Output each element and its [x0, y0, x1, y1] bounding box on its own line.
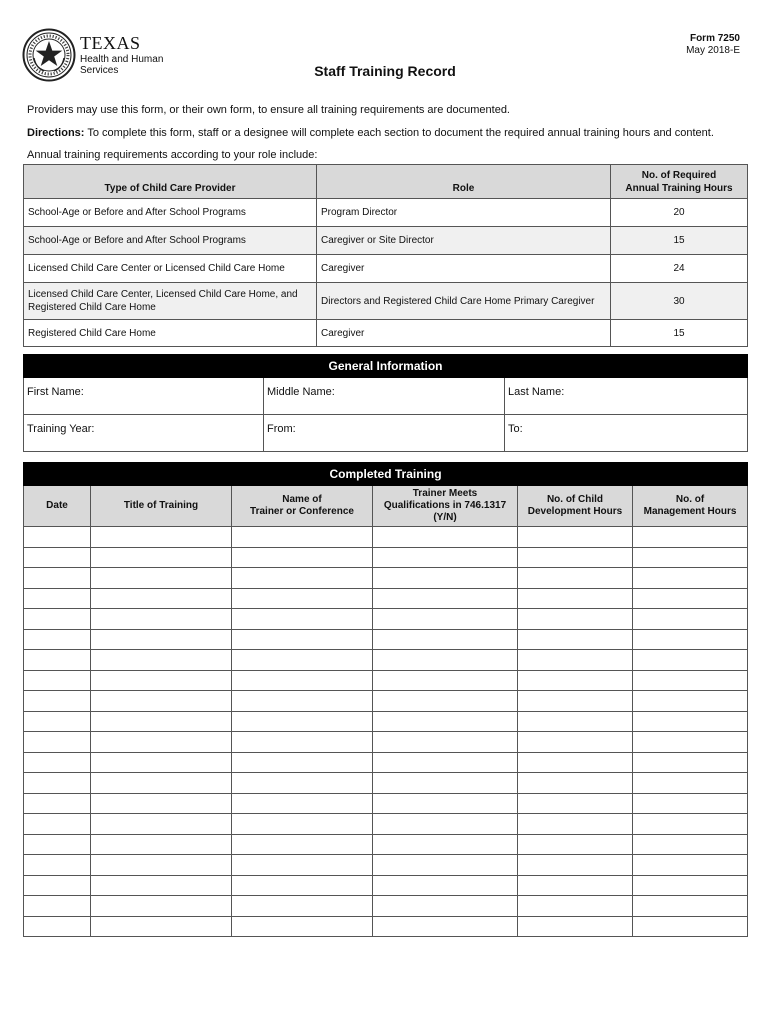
date-cell[interactable] — [24, 793, 91, 814]
child-development-hours-cell[interactable] — [518, 547, 633, 568]
date-cell[interactable] — [24, 752, 91, 773]
management-hours-cell[interactable] — [633, 752, 748, 773]
role-cell: Caregiver or Site Director — [317, 227, 611, 255]
training-entry-row — [24, 711, 748, 732]
col-qual-line3: (Y/N) — [433, 512, 457, 523]
date-cell[interactable] — [24, 691, 91, 712]
management-hours-cell[interactable] — [633, 916, 748, 937]
col-role: Role — [317, 165, 611, 199]
date-cell[interactable] — [24, 732, 91, 753]
qualifications-cell[interactable] — [373, 834, 518, 855]
management-hours-cell[interactable] — [633, 527, 748, 548]
table-row — [24, 320, 748, 347]
training-entry-row — [24, 609, 748, 630]
training-title-cell[interactable] — [91, 527, 232, 548]
qualifications-cell[interactable] — [373, 629, 518, 650]
date-cell[interactable] — [24, 773, 91, 794]
date-cell[interactable] — [24, 834, 91, 855]
training-entry-row — [24, 855, 748, 876]
qualifications-cell[interactable] — [373, 547, 518, 568]
management-hours-cell[interactable] — [633, 547, 748, 568]
child-development-hours-cell[interactable] — [518, 588, 633, 609]
training-entry-row — [24, 814, 748, 835]
date-cell[interactable] — [24, 855, 91, 876]
management-hours-cell[interactable] — [633, 793, 748, 814]
child-development-hours-cell[interactable] — [518, 527, 633, 548]
intro-line: Providers may use this form, or their own form, to ensure all training requirements are documented. — [27, 104, 510, 116]
col-child-development-hours — [518, 486, 633, 527]
logo-state: TEXAS — [80, 33, 141, 53]
trainer-cell[interactable] — [232, 875, 373, 896]
training-rows — [24, 527, 748, 937]
col-required-hours — [611, 165, 748, 199]
management-hours-cell[interactable] — [633, 855, 748, 876]
trainer-cell[interactable] — [232, 609, 373, 630]
child-development-hours-cell[interactable] — [518, 773, 633, 794]
qualifications-cell[interactable] — [373, 670, 518, 691]
trainer-cell[interactable] — [232, 711, 373, 732]
child-development-hours-cell[interactable] — [518, 916, 633, 937]
intro-text — [27, 99, 747, 167]
child-development-hours-cell[interactable] — [518, 732, 633, 753]
child-development-hours-cell[interactable] — [518, 650, 633, 671]
date-cell[interactable] — [24, 814, 91, 835]
training-title-cell[interactable] — [91, 752, 232, 773]
date-cell[interactable] — [24, 527, 91, 548]
management-hours-cell[interactable] — [633, 629, 748, 650]
trainer-cell[interactable] — [232, 547, 373, 568]
training-title-cell[interactable] — [91, 814, 232, 835]
date-cell[interactable] — [24, 650, 91, 671]
child-development-hours-cell[interactable] — [518, 568, 633, 589]
hours-cell: 15 — [611, 320, 748, 347]
trainer-cell[interactable] — [232, 588, 373, 609]
role-cell: Directors and Registered Child Care Home Primary Caregiver — [317, 283, 611, 320]
directions-line — [27, 122, 747, 145]
training-title-cell[interactable] — [91, 670, 232, 691]
table-row — [24, 283, 748, 320]
child-development-hours-cell[interactable] — [518, 711, 633, 732]
management-hours-cell[interactable] — [633, 670, 748, 691]
qualifications-cell[interactable] — [373, 588, 518, 609]
col-required-hours-line1: No. of Required — [641, 169, 717, 181]
training-title-cell[interactable] — [91, 568, 232, 589]
trainer-cell[interactable] — [232, 814, 373, 835]
qualifications-cell[interactable] — [373, 875, 518, 896]
management-hours-cell[interactable] — [633, 814, 748, 835]
role-cell: Caregiver — [317, 255, 611, 283]
training-entry-row — [24, 568, 748, 589]
trainer-cell[interactable] — [232, 896, 373, 917]
date-cell[interactable] — [24, 896, 91, 917]
management-hours-cell[interactable] — [633, 773, 748, 794]
table-row — [24, 227, 748, 255]
training-title-cell[interactable] — [91, 588, 232, 609]
trainer-cell[interactable] — [232, 650, 373, 671]
management-hours-cell[interactable] — [633, 691, 748, 712]
provider-type-cell: Registered Child Care Home — [24, 320, 317, 347]
form-number: Form 7250 — [689, 33, 740, 44]
training-title-cell[interactable] — [91, 855, 232, 876]
child-development-hours-cell[interactable] — [518, 691, 633, 712]
qualifications-cell[interactable] — [373, 711, 518, 732]
child-development-hours-cell[interactable] — [518, 793, 633, 814]
management-hours-cell[interactable] — [633, 834, 748, 855]
management-hours-cell[interactable] — [633, 732, 748, 753]
training-title-cell[interactable] — [91, 834, 232, 855]
management-hours-cell[interactable] — [633, 609, 748, 630]
table-row — [24, 199, 748, 227]
hours-cell: 30 — [611, 283, 748, 320]
management-hours-cell[interactable] — [633, 588, 748, 609]
col-required-hours-line2: Annual Training Hours — [625, 182, 733, 194]
training-title-cell[interactable] — [91, 732, 232, 753]
trainer-cell[interactable] — [232, 527, 373, 548]
training-entry-row — [24, 691, 748, 712]
role-cell: Caregiver — [317, 320, 611, 347]
completed-training-heading: Completed Training — [24, 463, 748, 486]
training-entry-row — [24, 527, 748, 548]
date-cell[interactable] — [24, 547, 91, 568]
logo-agency-line1: Health and Human — [80, 54, 164, 65]
col-mgmt-line1: No. of — [675, 494, 705, 505]
training-entry-row — [24, 793, 748, 814]
training-entry-row — [24, 547, 748, 568]
child-development-hours-cell[interactable] — [518, 752, 633, 773]
general-information-table — [23, 354, 748, 452]
qualifications-cell[interactable] — [373, 896, 518, 917]
provider-type-cell: School-Age or Before and After School Programs — [24, 199, 317, 227]
qualifications-cell[interactable] — [373, 855, 518, 876]
child-development-hours-cell[interactable] — [518, 855, 633, 876]
training-title-cell[interactable] — [91, 547, 232, 568]
general-information-heading: General Information — [24, 355, 748, 378]
col-qual-line1: Trainer Meets — [412, 488, 478, 499]
date-cell[interactable] — [24, 568, 91, 589]
training-entry-row — [24, 650, 748, 671]
training-title-cell[interactable] — [91, 793, 232, 814]
provider-type-cell: Licensed Child Care Center or Licensed Child Care Home — [24, 255, 317, 283]
child-development-hours-cell[interactable] — [518, 609, 633, 630]
col-date: Date — [24, 486, 91, 527]
management-hours-cell[interactable] — [633, 875, 748, 896]
date-cell[interactable] — [24, 629, 91, 650]
from-date-field[interactable]: From: — [264, 415, 505, 452]
date-cell[interactable] — [24, 916, 91, 937]
provider-type-cell: School-Age or Before and After School Programs — [24, 227, 317, 255]
to-date-field[interactable]: To: — [505, 415, 748, 452]
date-cell[interactable] — [24, 588, 91, 609]
management-hours-cell[interactable] — [633, 711, 748, 732]
training-entry-row — [24, 670, 748, 691]
qualifications-cell[interactable] — [373, 752, 518, 773]
qualifications-cell[interactable] — [373, 650, 518, 671]
trainer-cell[interactable] — [232, 691, 373, 712]
date-cell[interactable] — [24, 711, 91, 732]
col-cd-line2: Development Hours — [527, 506, 623, 517]
training-entry-row — [24, 752, 748, 773]
role-cell: Program Director — [317, 199, 611, 227]
training-title-cell[interactable] — [91, 711, 232, 732]
training-title-cell[interactable] — [91, 650, 232, 671]
child-development-hours-cell[interactable] — [518, 670, 633, 691]
qualifications-cell[interactable] — [373, 732, 518, 753]
col-trainer-line2: Trainer or Conference — [250, 506, 354, 517]
form-date: May 2018-E — [686, 45, 740, 56]
trainer-cell[interactable] — [232, 834, 373, 855]
training-entry-row — [24, 773, 748, 794]
col-trainer-line1: Name of — [282, 494, 322, 505]
training-title-cell[interactable] — [91, 609, 232, 630]
qualifications-cell[interactable] — [373, 609, 518, 630]
child-development-hours-cell[interactable] — [518, 875, 633, 896]
date-cell[interactable] — [24, 670, 91, 691]
logo-agency-line2: Services — [80, 65, 119, 76]
qualifications-cell[interactable] — [373, 793, 518, 814]
col-trainer-qualifications — [373, 486, 518, 527]
training-entry-row — [24, 896, 748, 917]
hours-cell: 24 — [611, 255, 748, 283]
training-entry-row — [24, 834, 748, 855]
col-management-hours — [633, 486, 748, 527]
qualifications-cell[interactable] — [373, 814, 518, 835]
col-training-title: Title of Training — [91, 486, 232, 527]
col-provider-type: Type of Child Care Provider — [24, 165, 317, 199]
training-entry-row — [24, 732, 748, 753]
training-entry-row — [24, 916, 748, 937]
qualifications-cell[interactable] — [373, 916, 518, 937]
qualifications-cell[interactable] — [373, 773, 518, 794]
child-development-hours-cell[interactable] — [518, 834, 633, 855]
col-qual-line2: Qualifications in 746.1317 — [383, 500, 507, 511]
child-development-hours-cell[interactable] — [518, 629, 633, 650]
management-hours-cell[interactable] — [633, 568, 748, 589]
child-development-hours-cell[interactable] — [518, 896, 633, 917]
training-title-cell[interactable] — [91, 773, 232, 794]
management-hours-cell[interactable] — [633, 650, 748, 671]
trainer-cell[interactable] — [232, 752, 373, 773]
date-cell[interactable] — [24, 609, 91, 630]
table-row — [24, 255, 748, 283]
trainer-cell[interactable] — [232, 916, 373, 937]
col-cd-line1: No. of Child — [546, 494, 604, 505]
hours-cell: 15 — [611, 227, 748, 255]
trainer-cell[interactable] — [232, 568, 373, 589]
trainer-cell[interactable] — [232, 793, 373, 814]
hours-cell: 20 — [611, 199, 748, 227]
training-title-cell[interactable] — [91, 629, 232, 650]
management-hours-cell[interactable] — [633, 896, 748, 917]
provider-type-cell: Licensed Child Care Center, Licensed Child Care Home, and Registered Child Care Home — [24, 283, 317, 320]
training-entry-row — [24, 588, 748, 609]
qualifications-cell[interactable] — [373, 691, 518, 712]
first-name-field[interactable]: First Name: — [24, 378, 264, 415]
directions-text: To complete this form, staff or a designee will complete each section to document the required annual training hours and content. — [84, 126, 714, 139]
training-title-cell[interactable] — [91, 691, 232, 712]
directions-label: Directions: — [27, 126, 85, 139]
col-mgmt-line2: Management Hours — [643, 506, 737, 517]
qualifications-cell[interactable] — [373, 527, 518, 548]
qualifications-cell[interactable] — [373, 568, 518, 589]
requirements-intro: Annual training requirements according to your role include: — [27, 149, 318, 161]
trainer-cell[interactable] — [232, 670, 373, 691]
training-title-cell[interactable] — [91, 875, 232, 896]
child-development-hours-cell[interactable] — [518, 814, 633, 835]
col-trainer — [232, 486, 373, 527]
trainer-cell[interactable] — [232, 773, 373, 794]
completed-training-table — [23, 462, 748, 937]
trainer-cell[interactable] — [232, 855, 373, 876]
training-entry-row — [24, 875, 748, 896]
page-title: Staff Training Record — [314, 63, 456, 79]
training-title-cell[interactable] — [91, 896, 232, 917]
trainer-cell[interactable] — [232, 629, 373, 650]
requirements-table — [23, 164, 748, 347]
form-meta — [686, 33, 740, 57]
training-title-cell[interactable] — [91, 916, 232, 937]
middle-name-field[interactable]: Middle Name: — [264, 378, 505, 415]
training-year-field[interactable]: Training Year: — [24, 415, 264, 452]
last-name-field[interactable]: Last Name: — [505, 378, 748, 415]
date-cell[interactable] — [24, 875, 91, 896]
trainer-cell[interactable] — [232, 732, 373, 753]
training-entry-row — [24, 629, 748, 650]
